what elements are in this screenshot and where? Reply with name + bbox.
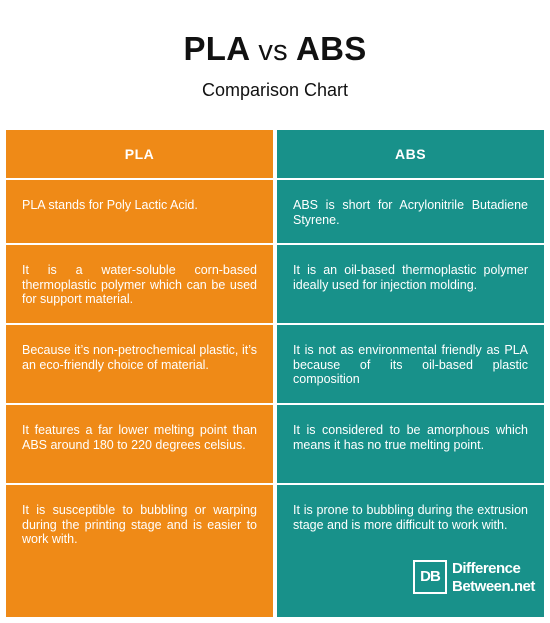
pla-column	[6, 130, 273, 617]
pla-header: PLA	[124, 146, 155, 162]
title-abs: ABS	[295, 30, 367, 67]
db-logo-mark: DB	[413, 560, 447, 594]
logo-line-1: Difference	[452, 560, 521, 577]
title-pla: PLA	[183, 30, 251, 67]
table-cell: ABS is short for Acrylonitrile Butadiene Styrene.	[277, 178, 544, 243]
logo-line-2: Between.net	[452, 578, 535, 595]
differencebetween-logo	[413, 560, 537, 598]
abs-column	[277, 130, 544, 617]
title-vs: vs	[258, 35, 288, 67]
table-cell: It is considered to be amorphous which means it has no true melting point.	[277, 403, 544, 483]
table-cell: It is susceptible to bubbling or warping during the printing stage and is easier to work with.	[6, 483, 273, 617]
table-cell: It is a water-soluble corn-based thermoplastic polymer which can be used for support material.	[6, 243, 273, 323]
abs-header: ABS	[394, 146, 427, 162]
page-title	[0, 30, 550, 68]
table-cell: PLA stands for Poly Lactic Acid.	[6, 178, 273, 243]
table-cell: It is not as environmental friendly as PLA because of its oil-based plastic composition	[277, 323, 544, 403]
table-cell: Because it’s non-petrochemical plastic, it’s an eco-friendly choice of material.	[6, 323, 273, 403]
table-cell: It features a far lower melting point than ABS around 180 to 220 degrees celsius.	[6, 403, 273, 483]
table-cell: It is prone to bubbling during the extrusion stage and is more difficult to work with.	[277, 483, 544, 617]
page-subtitle: Comparison Chart	[201, 80, 349, 100]
table-cell: It is an oil-based thermoplastic polymer ideally used for injection molding.	[277, 243, 544, 323]
